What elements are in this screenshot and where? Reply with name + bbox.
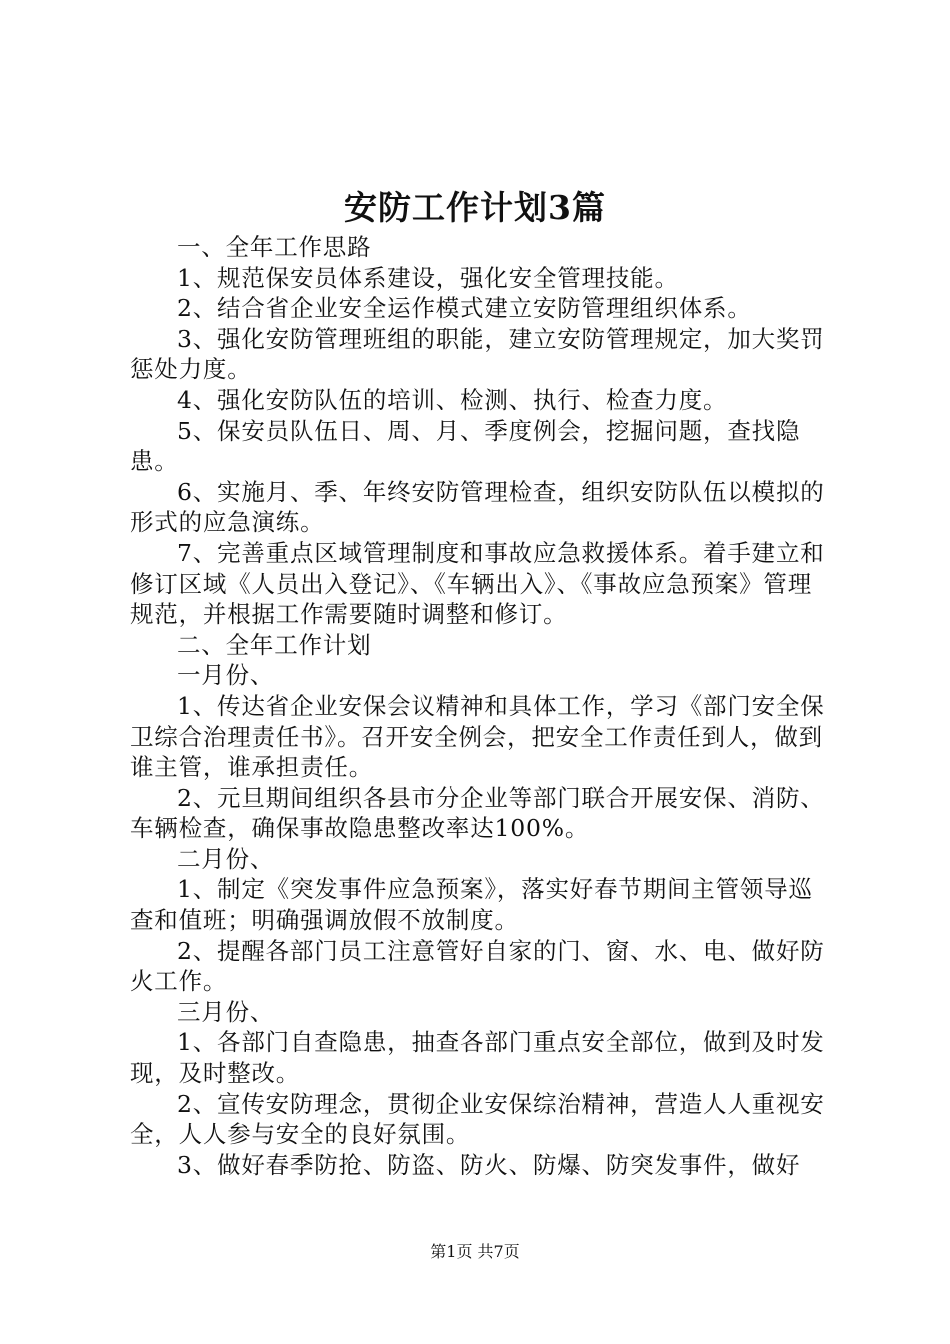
paragraph: 1、制定《突发事件应急预案》，落实好春节期间主管领导巡查和值班；明确强调放假不放制度。: [130, 875, 813, 935]
paragraph: 6、实施月、季、年终安防管理检查，组织安防队伍以模拟的形式的应急演练。: [130, 477, 825, 537]
paragraph: 1、各部门自查隐患，抽查各部门重点安全部位，做到及时发现，及时整改。: [130, 1028, 825, 1088]
paragraph: 2、宣传安防理念，贯彻企业安保综治精神，营造人人重视安全，人人参与安全的良好氛围。: [130, 1089, 825, 1149]
month-heading: 三月份、: [177, 997, 275, 1026]
document-title: 安防工作计划3篇: [344, 188, 606, 227]
paragraph: 2、提醒各部门员工注意管好自家的门、窗、水、电、做好防火工作。: [130, 936, 825, 996]
page-number-footer: 第1页 共7页: [430, 1242, 520, 1261]
month-heading: 二月份、: [177, 844, 275, 873]
paragraph: 5、保安员队伍日、周、月、季度例会，挖掘问题，查找隐患。: [130, 416, 801, 476]
month-heading: 一月份、: [177, 661, 275, 690]
section-heading: 二、全年工作计划: [177, 630, 372, 659]
paragraph: 3、强化安防管理班组的职能，建立安防管理规定，加大奖罚惩处力度。: [130, 324, 825, 384]
paragraph: 一、全年工作思路: [177, 233, 372, 261]
paragraph: 1、规范保安员体系建设，强化安全管理技能。: [177, 263, 679, 292]
paragraph: 4、强化安防队伍的培训、检测、执行、检查力度。: [177, 385, 728, 414]
paragraph: 2、元旦期间组织各县市分企业等部门联合开展安保、消防、车辆检查，确保事故隐患整改率达100%。: [130, 783, 825, 843]
paragraph: 3、做好春季防抢、防盗、防火、防爆、防突发事件，做好: [177, 1150, 801, 1179]
paragraph: 2、结合省企业安全运作模式建立安防管理组织体系。: [177, 294, 752, 323]
paragraph: 1、传达省企业安保会议精神和具体工作，学习《部门安全保卫综合治理责任书》。召开安全例会，把安全工作责任到人，做到谁主管，谁承担责任。: [130, 691, 825, 782]
document-body: [130, 232, 835, 1180]
paragraph: 7、完善重点区域管理制度和事故应急救援体系。着手建立和修订区域《人员出入登记》、《车辆出入》、《事故应急预案》管理规范，并根据工作需要随时调整和修订。: [130, 538, 825, 629]
